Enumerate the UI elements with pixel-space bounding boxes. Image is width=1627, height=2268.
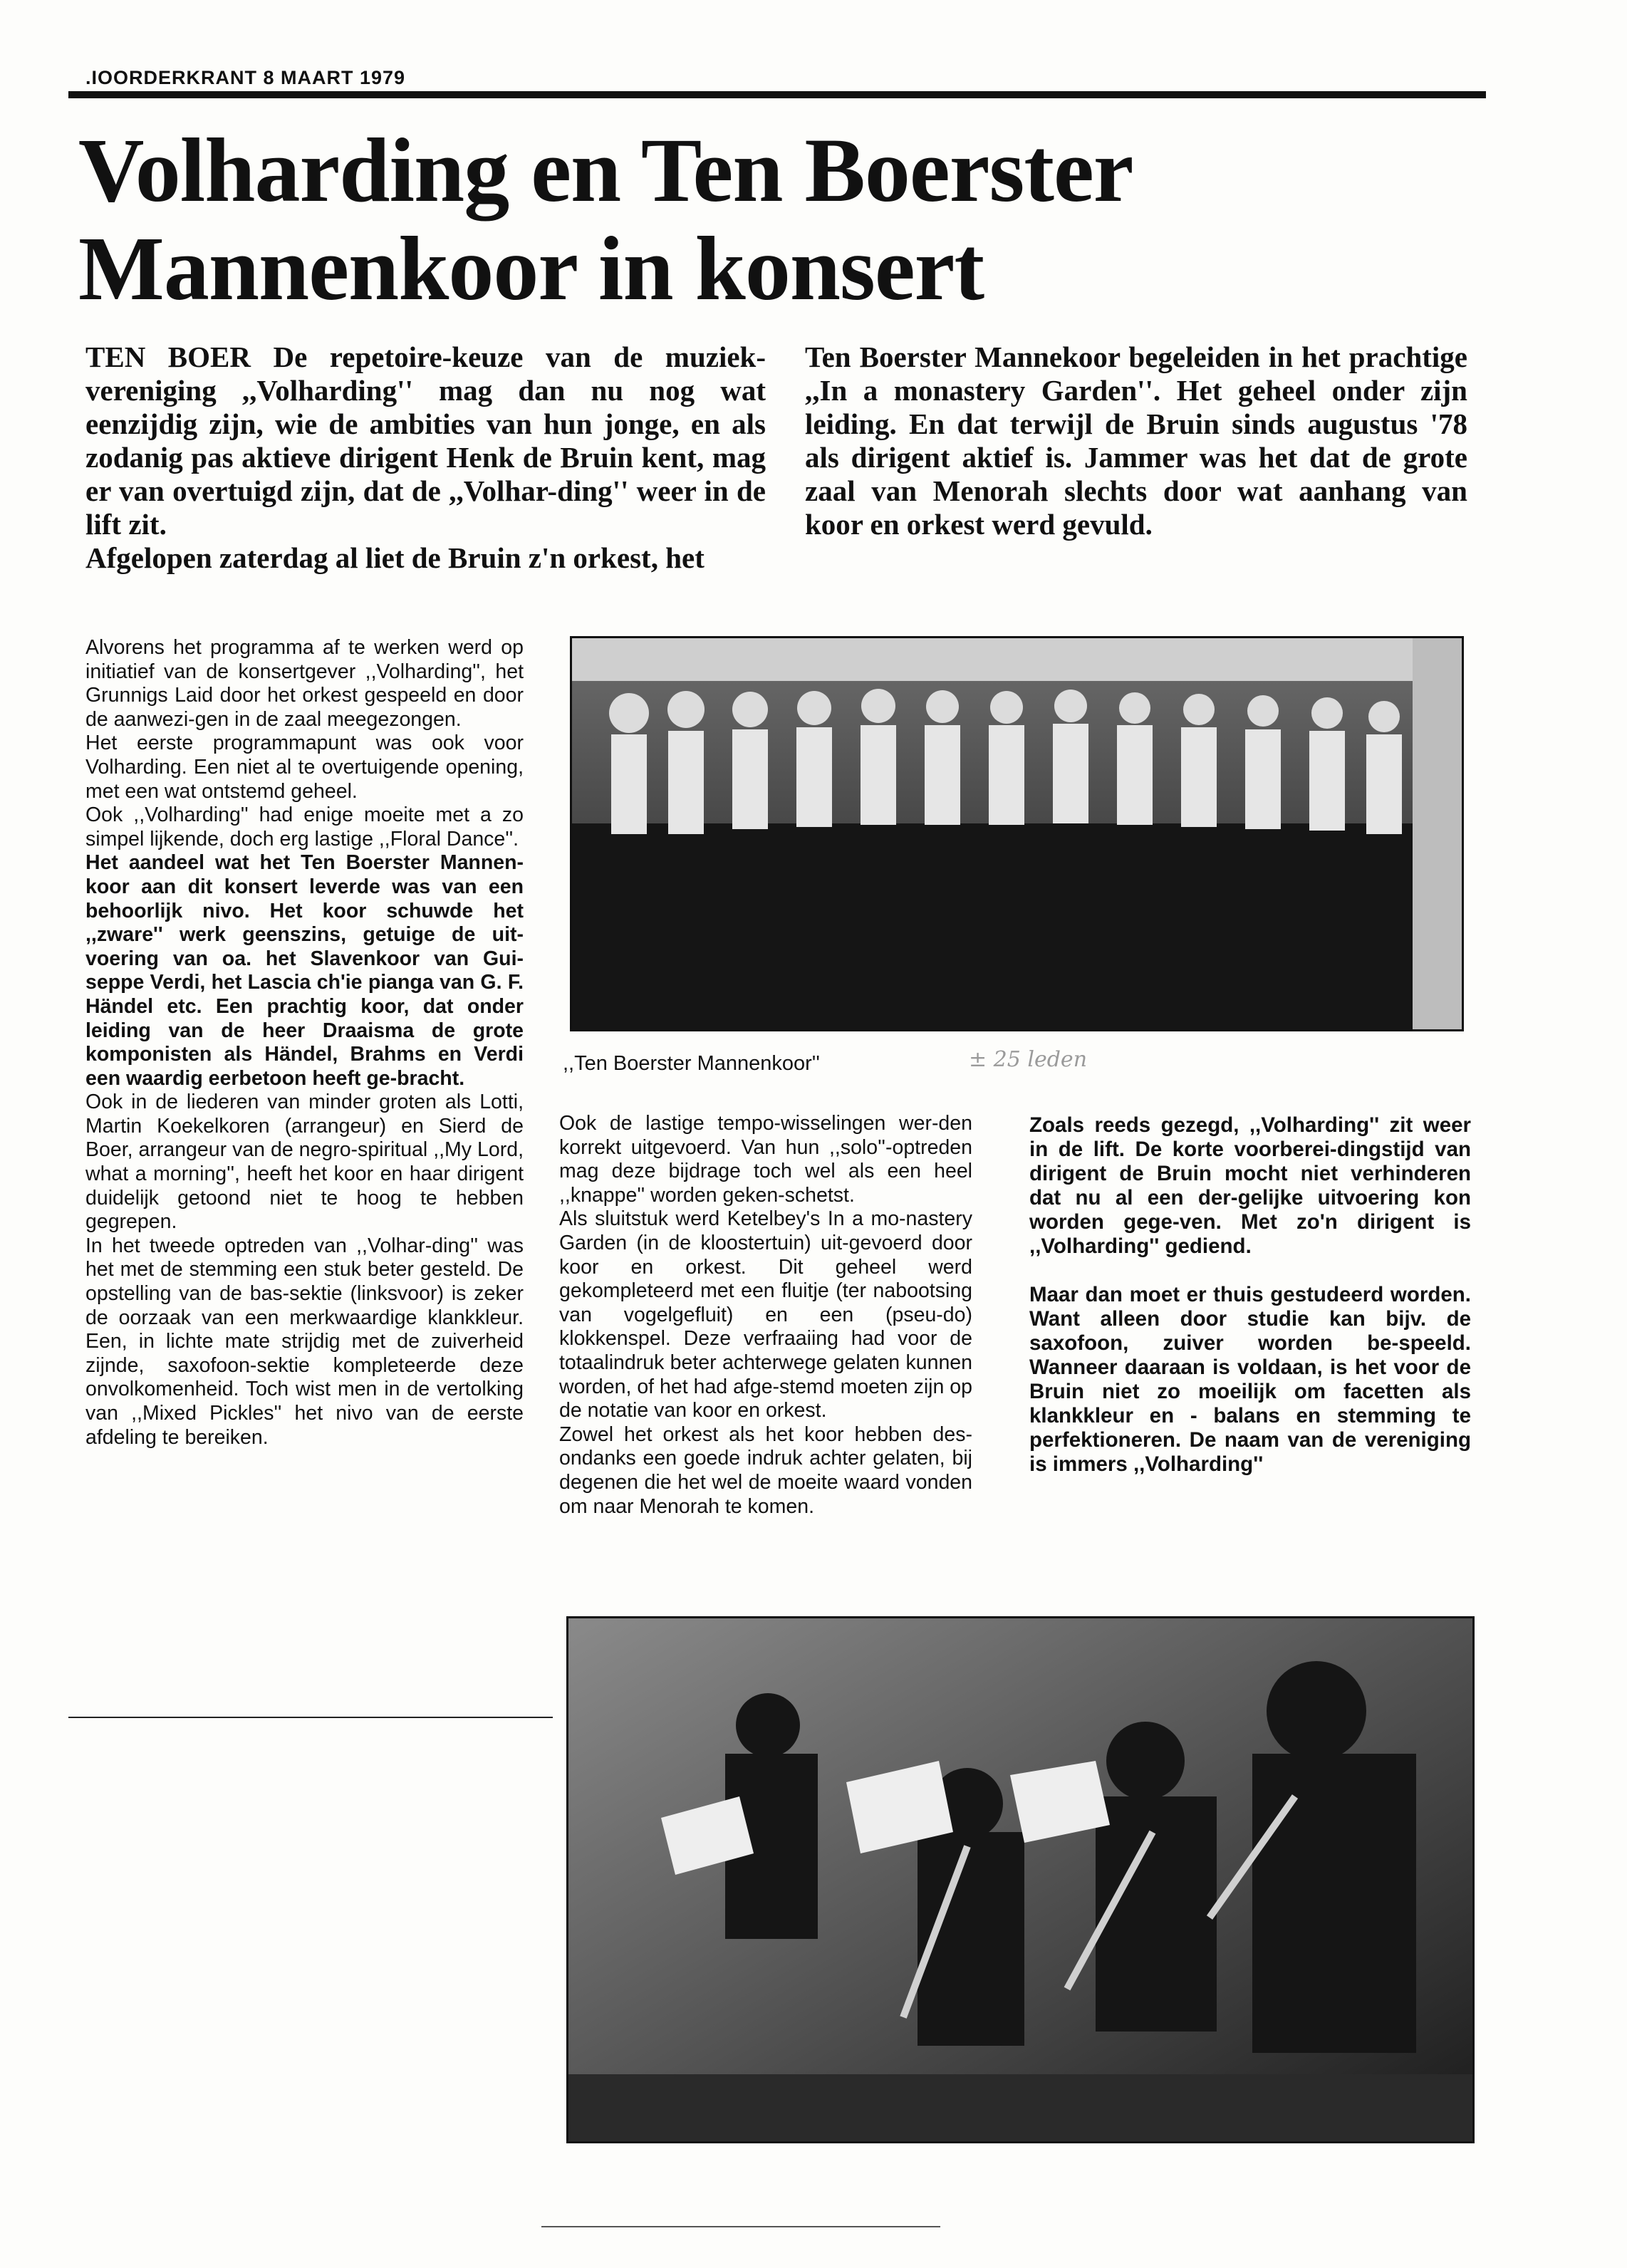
dateline: TEN BOER: [85, 340, 251, 373]
intro-left-text: De repetoire-keuze van de muziek-vereniging ,,Volharding'' mag dan nu nog wat eenzijdig zijn, wie de ambities van hun jonge, en als zodanig pas aktieve dirigent Henk de Bruin kent, mag er van overtuigd zijn, dat de ,,Volhar-ding'' weer in de lift zit.: [85, 340, 766, 541]
column-1: [85, 636, 524, 1450]
intro-left: [85, 340, 766, 575]
column-end-rule: [68, 1717, 553, 1718]
column-2: [559, 1112, 972, 1519]
headline-line-2: Mannenkoor in konsert: [78, 218, 984, 319]
col2-paragraph: Ook de lastige tempo-wisselingen wer-den korrekt uitgevoerd. Van hun ,,solo''-optreden mag deze bijdrage toch wel als een heel ,,knappe'' worden geken-schetst.: [559, 1112, 972, 1207]
col1-paragraph: Alvorens het programma af te werken werd op initiatief van de konsertgever ,,Volharding'', het Grunnigs Laid door het orkest gespeeld en door de aanwezi-gen in de zaal meegezongen.: [85, 636, 524, 731]
orchestra-photo-image: [568, 1618, 1472, 2141]
col1-paragraph: Ook ,,Volharding'' had enige moeite met a zo simpel lijkende, doch erg lastige ,,Floral Dance''.: [85, 803, 524, 850]
col2-paragraph: Als sluitstuk werd Ketelbey's In a mo-nastery Garden (in de kloostertuin) uit-gevoerd door koor en orkest. Dit geheel werd gekompleteerd met een fluitje (ter nabootsing van vogelgefluit) en een (pseu-do) klokkenspel. Deze verfraaiing had voor de totaalindruk beter achterwege gelaten kunnen worden, of het had afge-stemd moeten zijn op de notatie van koor en orkest.: [559, 1207, 972, 1422]
headline: [78, 121, 1475, 318]
masthead: .IOORDERKRANT 8 MAART 1979: [85, 67, 406, 88]
choir-photo-image: [572, 638, 1462, 1029]
photo-caption: ,,Ten Boerster Mannenkoor'': [563, 1052, 820, 1075]
headline-line-1: Volharding en Ten Boerster: [78, 120, 1133, 221]
col1-paragraph: Het eerste programmapunt was ook voor Volharding. Een niet al te overtuigende opening, met een wat ontstemd geheel.: [85, 732, 524, 803]
column-3: [1029, 1113, 1471, 1477]
col1-paragraph: Ook in de liederen van minder groten als Lotti, Martin Koekelkoren (arrangeur) en Sierd de Boer, arrangeur van de negro-spiritual ,,My Lord, what a morning'', heeft het koor en haar dirigent duidelijk getoond niet te hoog te hebben gegrepen.: [85, 1091, 524, 1234]
top-rule: [68, 91, 1486, 98]
pencil-annotation: ± 25 leden: [969, 1047, 1088, 1072]
col3-paragraph: Zoals reeds gezegd, ,,Volharding'' zit weer in de lift. De korte voorberei-dingstijd van dirigent de Bruin mocht niet verhinderen dat nu al een der-gelijke uitvoering kon worden gege-ven. Met zo'n dirigent is ,,Volharding'' gediend.: [1029, 1113, 1471, 1258]
choir-photo: [570, 636, 1464, 1031]
bottom-rule: [541, 2226, 940, 2227]
col1-paragraph: In het tweede optreden van ,,Volhar-ding'' was het met de stemming een stuk beter gesteld. De opstelling van de bas-sektie (linksvoor) is zeker de oorzaak van een merkwaardige klankkleur. Een, in lichte mate strijdig met de zuiverheid zijnde, saxofoon-sektie kompleteerde deze onvolkomenheid. Toch wist men in de vertolking van ,,Mixed Pickles'' het nivo van de eerste afdeling te bereiken.: [85, 1234, 524, 1449]
col1-bold-paragraph: Het aandeel wat het Ten Boerster Mannen-koor aan dit konsert leverde was van een behoorlijk nivo. Het koor schuwde het ,,zware'' werk geenszins, getuige de uit-voering van oa. het Slavenkoor van Gui-seppe Verdi, het Lascia ch'ie pianga van G. F. Händel etc. Een prachtig koor, dat onder leiding van de heer Draaisma de grote komponisten als Händel, Brahms en Verdi een waardig eerbetoon heeft ge-bracht.: [85, 851, 524, 1090]
intro-right: Ten Boerster Mannekoor begeleiden in het prachtige ,,In a monastery Garden''. Het geheel onder zijn leiding. En dat terwijl de Bruin sinds augustus '78 als dirigent aktief is. Jammer was het dat de grote zaal van Menorah slechts door wat aanhang van koor en orkest werd gevuld.: [805, 340, 1467, 541]
orchestra-photo: [566, 1616, 1475, 2143]
col2-paragraph: Zowel het orkest als het koor hebben des-ondanks een goede indruk achter gelaten, bij degenen die het wel de moeite waard vonden om naar Menorah te komen.: [559, 1422, 972, 1518]
intro-left-text-2: Afgelopen zaterdag al liet de Bruin z'n orkest, het: [85, 541, 705, 574]
col3-paragraph: Maar dan moet er thuis gestudeerd worden. Want alleen door studie kan bijv. de saxofoon, zuiver worden be-speeld. Wanneer daaraan is voldaan, is het voor de Bruin niet zo moeilijk om facetten als klankkleur en - balans en stemming te perfektioneren. De naam van de vereniging is immers ,,Volharding'': [1029, 1283, 1471, 1476]
